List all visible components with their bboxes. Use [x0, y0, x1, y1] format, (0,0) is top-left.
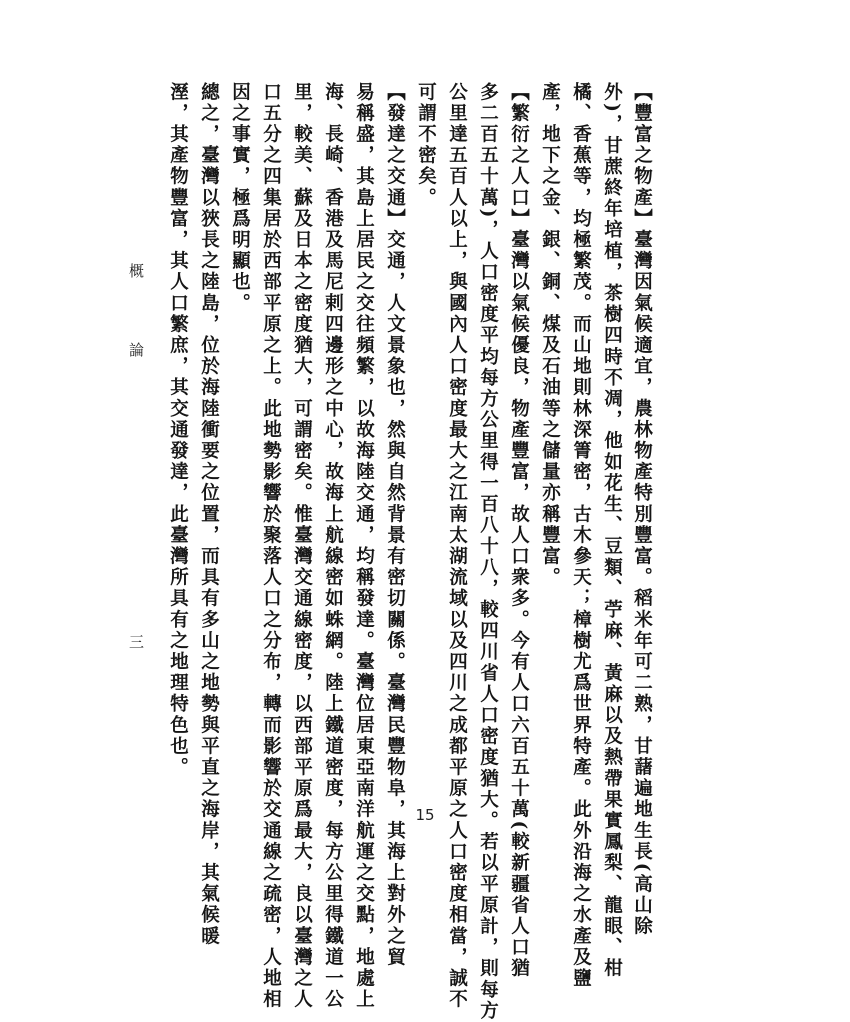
text-column: 口五分之四集居於西部平原之上。此地勢影響於聚落人口之分布，轉而影響於交通線之疏密，人地相 — [260, 82, 282, 1011]
text-column: 因之事實，極爲明顯也。 — [229, 82, 251, 315]
text-column: 里，較美、蘇及日本之密度猶大，可謂密矣。惟臺灣交通線密度，以西部平原爲最大，良以臺灣之人 — [291, 82, 313, 1011]
text-column: 海、長崎、香港及馬尼剌四邊形之中心，故海上航線密如蛛網。陸上鐵道密度，每方公里得鐵道一公 — [322, 82, 344, 1011]
running-head-title-char: 論 — [127, 342, 145, 357]
section-heading-products: 【豐富之物產】 — [631, 82, 653, 230]
text-column: 【繁衍之人口】臺灣以氣候優良，物產豐富，故人口衆多。今有人口六百五十萬(較新疆省人口猶 — [508, 82, 530, 980]
text-column: 產，地下之金、銀、銅、煤及石油等之儲量亦稱豐富。 — [539, 82, 561, 589]
text-column: 易稱盛，其島上居民之交往頻繁，以故海陸交通，均稱發達。臺灣位居東亞南洋航運之交點，地處上 — [353, 82, 375, 1011]
text-column: 總之，臺灣以狹長之陸島，位於海陸衝要之位置，而具有多山之地勢與平直之海岸，其氣候暖 — [198, 82, 220, 948]
column-text: 臺灣因氣候適宜，農林物產特別豐富。稻米年可二熟，甘藷遍地生長(高山除 — [631, 229, 653, 938]
running-head-title-char: 概 — [127, 263, 145, 278]
text-column: 外)，甘蔗終年培植，茶樹四時不凋，他如花生、豆類、苧麻、黃麻以及熱帶果實鳳梨、龍眼、柑 — [601, 82, 623, 980]
text-column: 公里達五百人以上，與國內人口密度最大之江南太湖流域以及四川之成都平原之人口密度相當，誠不 — [446, 82, 468, 1011]
text-column: 【發達之交通】交通，人文景象也，然與自然背景有密切關係。臺灣民豐物阜，其海上對外之貿 — [384, 82, 406, 969]
running-head-page-numeral: 三 — [127, 634, 145, 649]
page-number: 15 — [415, 806, 435, 824]
text-column: 溼，其產物豐富，其人口繁庶，其交通發達，此臺灣所具有之地理特色也。 — [167, 82, 189, 779]
text-column: 可謂不密矣。 — [415, 82, 437, 209]
text-column: 橘、香蕉等，均極繁茂。而山地則林深箐密，古木參天；樟樹尤爲世界特產。此外沿海之水產及鹽 — [570, 82, 592, 990]
text-column: 多二百五十萬)，人口密度平均每方公里得一百八十八，較四川省人口密度猶大。若以平原計，則每方 — [477, 82, 499, 1022]
